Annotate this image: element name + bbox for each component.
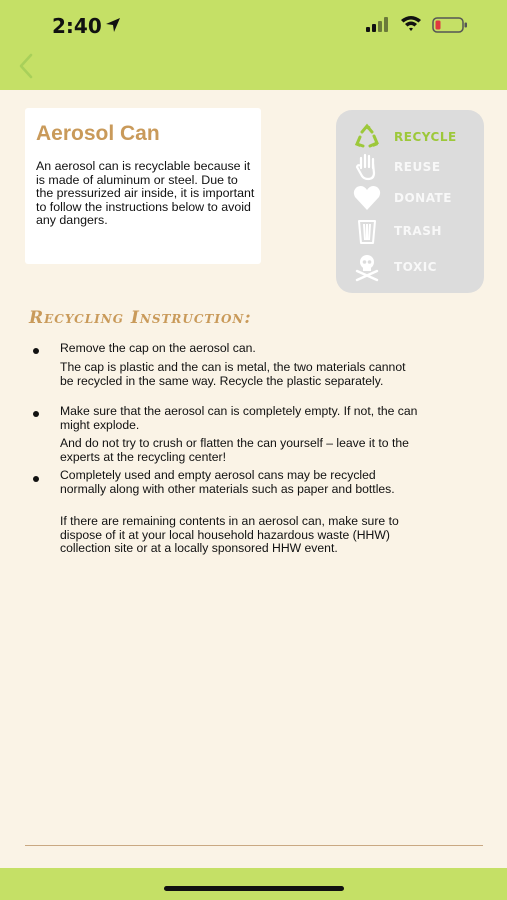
skull-icon — [352, 252, 382, 282]
category-label: DONATE — [394, 191, 452, 205]
cellular-signal-icon — [366, 17, 390, 32]
bullet-icon — [33, 348, 39, 354]
back-button[interactable] — [12, 50, 40, 82]
hand-icon — [352, 152, 382, 182]
category-label: REUSE — [394, 160, 441, 174]
wifi-icon — [400, 14, 422, 32]
category-label: RECYCLE — [394, 130, 457, 144]
battery-low-icon — [432, 16, 468, 34]
header-bar — [0, 0, 507, 90]
instruction-main: Completely used and empty aerosol cans may be recycled normally along with other materials such as paper and bottles. — [60, 468, 395, 496]
category-reuse[interactable] — [336, 152, 484, 182]
category-recycle[interactable] — [336, 122, 484, 152]
item-info-card — [25, 108, 261, 264]
category-label: TRASH — [394, 224, 442, 238]
disposal-category-panel — [336, 110, 484, 293]
instruction-detail: If there are remaining contents in an aerosol can, make sure to dispose of it at your local household hazardous waste (HHW) collection site or at a locally sponsored HHW event. — [60, 514, 399, 555]
chevron-left-icon — [17, 52, 35, 80]
category-toxic[interactable] — [336, 252, 484, 282]
category-label: TOXIC — [394, 260, 437, 274]
location-arrow-icon — [104, 16, 122, 34]
status-time: 2:40 — [52, 14, 102, 38]
instruction-main: Make sure that the aerosol can is completely empty. If not, the can might explode. — [60, 404, 418, 432]
item-description: An aerosol can is recyclable because it is made of aluminum or steel. Due to the pressurized air inside, it is important to follow the instructions below to avoid any dangers. — [36, 159, 255, 228]
bullet-icon — [33, 411, 39, 417]
home-indicator[interactable] — [164, 886, 344, 891]
section-heading: Recycling Instruction: — [29, 308, 252, 328]
recycle-icon — [352, 122, 382, 152]
heart-icon — [352, 183, 382, 213]
category-trash[interactable] — [336, 216, 484, 246]
instruction-detail: And do not try to crush or flatten the can yourself – leave it to the experts at the recycling center! — [60, 436, 409, 464]
instruction-main: Remove the cap on the aerosol can. — [60, 341, 256, 355]
item-title: Aerosol Can — [36, 122, 160, 145]
category-donate[interactable] — [336, 183, 484, 213]
instruction-detail: The cap is plastic and the can is metal, the two materials cannot be recycled in the same way. Recycle the plastic separately. — [60, 360, 406, 388]
trash-icon — [352, 216, 382, 246]
bullet-icon — [33, 476, 39, 482]
bottom-bar — [0, 868, 507, 900]
footer-divider — [25, 845, 483, 846]
